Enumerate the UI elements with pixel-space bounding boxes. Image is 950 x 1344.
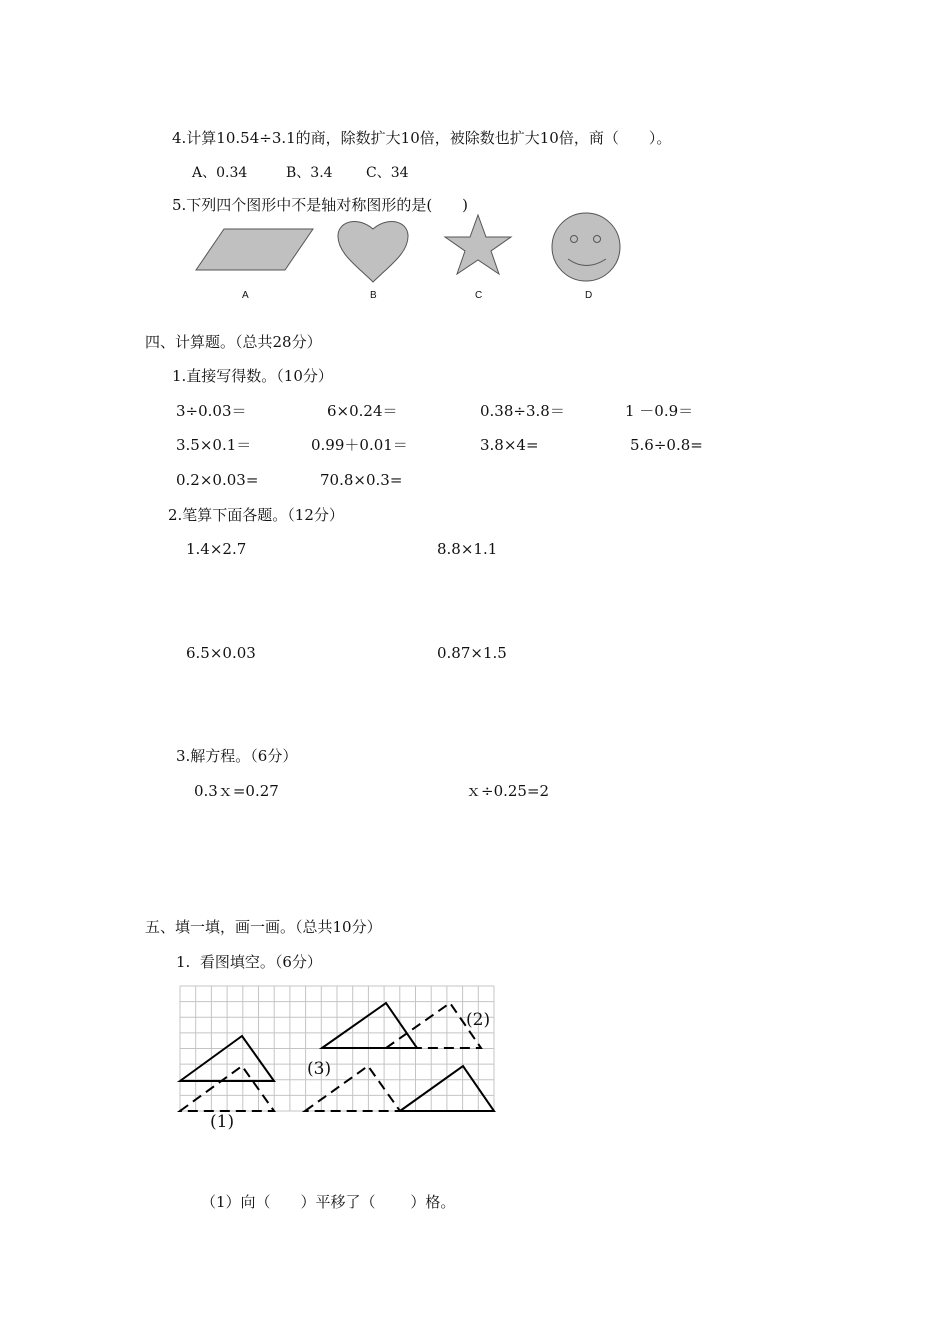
fill-in-answer-line: （1）向（ ）平移了（ ）格。: [201, 1193, 456, 1211]
calc-item: 3.5×0.1＝: [176, 436, 252, 454]
written-calc-item: 1.4×2.7: [186, 540, 247, 558]
question-5-text: 5.下列四个图形中不是轴对称图形的是( ): [172, 196, 469, 214]
written-calc-item: 0.87×1.5: [437, 644, 507, 662]
calc-item: 6×0.24＝: [327, 402, 398, 420]
equation-item: 0.3ｘ=0.27: [194, 782, 279, 800]
question-4-text: 4.计算10.54÷3.1的商，除数扩大10倍，被除数也扩大10倍，商（ ）。: [172, 129, 672, 147]
calc-item: 0.2×0.03=: [176, 471, 259, 489]
part-1-title: 1. 看图填空。（6分）: [176, 953, 322, 971]
figure-label-2: (2): [466, 1010, 491, 1030]
calc-item: 0.38÷3.8＝: [480, 402, 565, 420]
calc-item: 70.8×0.3=: [320, 471, 403, 489]
calc-item: 1 －0.9＝: [625, 402, 694, 420]
shape-label-b: B: [370, 290, 377, 301]
written-calc-item: 8.8×1.1: [437, 540, 498, 558]
shape-label-c: C: [475, 290, 483, 301]
triangle-2-solid: [322, 1003, 417, 1048]
calc-item: 5.6÷0.8=: [630, 436, 703, 454]
section-4-title: 四、计算题。（总共28分）: [145, 333, 322, 351]
calc-item: 3.8×4=: [480, 436, 539, 454]
written-calc-item: 6.5×0.03: [186, 644, 256, 662]
part-3-title: 3.解方程。（6分）: [176, 747, 298, 765]
option-c: C、34: [366, 165, 409, 181]
part-1-title: 1.直接写得数。（10分）: [172, 367, 333, 385]
option-b: B、3.4: [286, 165, 333, 181]
figure-label-1: (1): [210, 1112, 235, 1132]
shape-label-d: D: [585, 290, 593, 301]
section-5-title: 五、填一填，画一画。（总共10分）: [145, 918, 382, 936]
calc-item: 0.99＋0.01＝: [311, 436, 408, 454]
figure-label-3: (3): [307, 1059, 332, 1079]
equation-item: ｘ÷0.25=2: [466, 782, 550, 800]
part-2-title: 2.笔算下面各题。（12分）: [168, 506, 344, 524]
calc-item: 3÷0.03＝: [176, 402, 247, 420]
shape-label-a: A: [242, 290, 249, 301]
option-a: A、0.34: [192, 165, 248, 181]
